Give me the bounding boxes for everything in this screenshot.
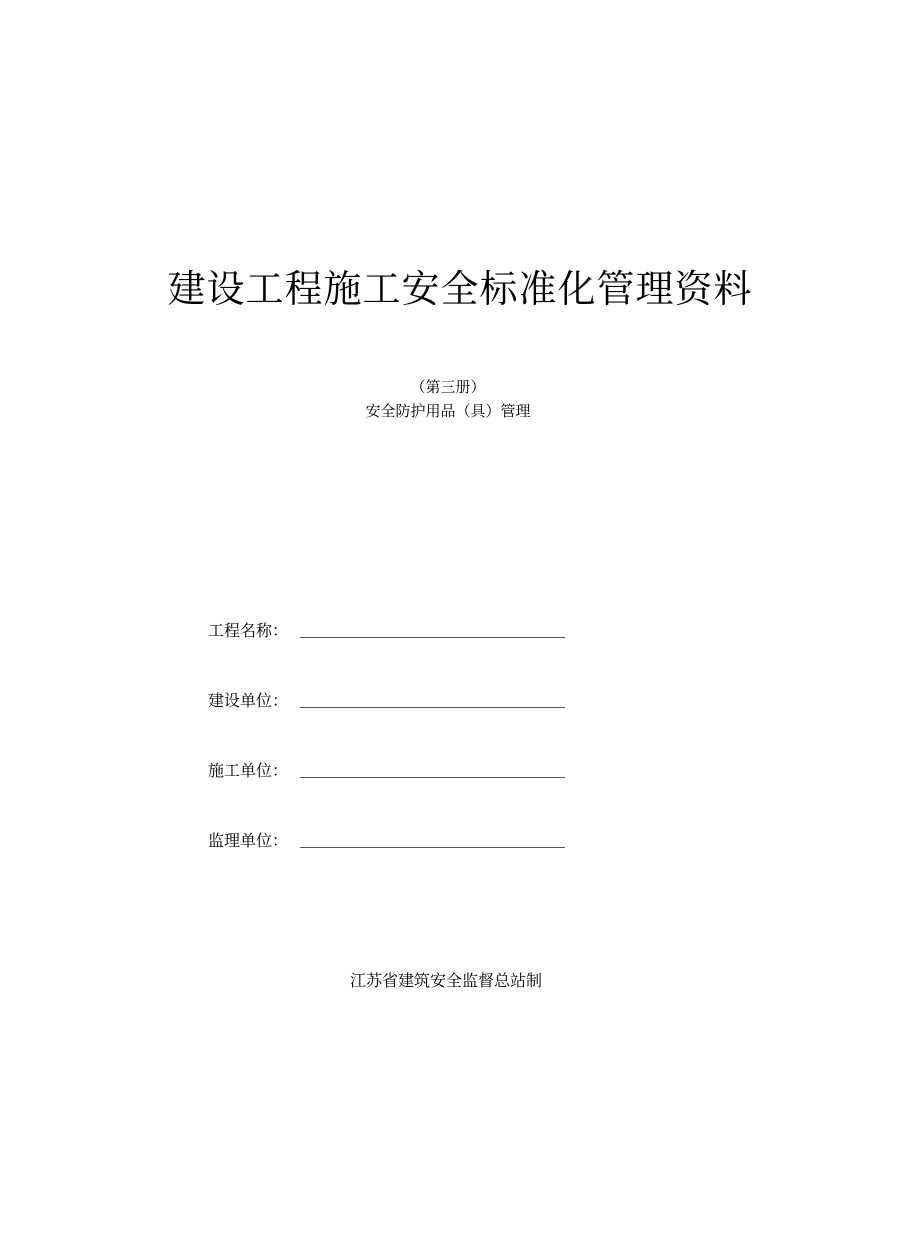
project-name-field	[208, 618, 608, 642]
supervisor-blank-line	[300, 847, 565, 848]
construction-owner-field	[208, 688, 608, 712]
project-name-blank-line	[300, 637, 565, 638]
supervisor-field	[208, 828, 608, 852]
construction-owner-label: 建设单位：	[208, 691, 289, 710]
contractor-field	[208, 758, 608, 782]
project-name-label: 工程名称：	[208, 621, 289, 640]
issuer-text: 江苏省建筑安全监督总站制	[349, 971, 542, 990]
contractor-label: 施工单位：	[208, 761, 289, 780]
supervisor-label: 监理单位：	[208, 831, 289, 850]
construction-owner-blank-line	[300, 707, 565, 708]
volume-subject: 安全防护用品（具）管理	[365, 402, 531, 420]
volume-label: （第三册）	[410, 378, 486, 396]
document-title: 建设工程施工安全标准化管理资料	[167, 267, 753, 311]
contractor-blank-line	[300, 777, 565, 778]
